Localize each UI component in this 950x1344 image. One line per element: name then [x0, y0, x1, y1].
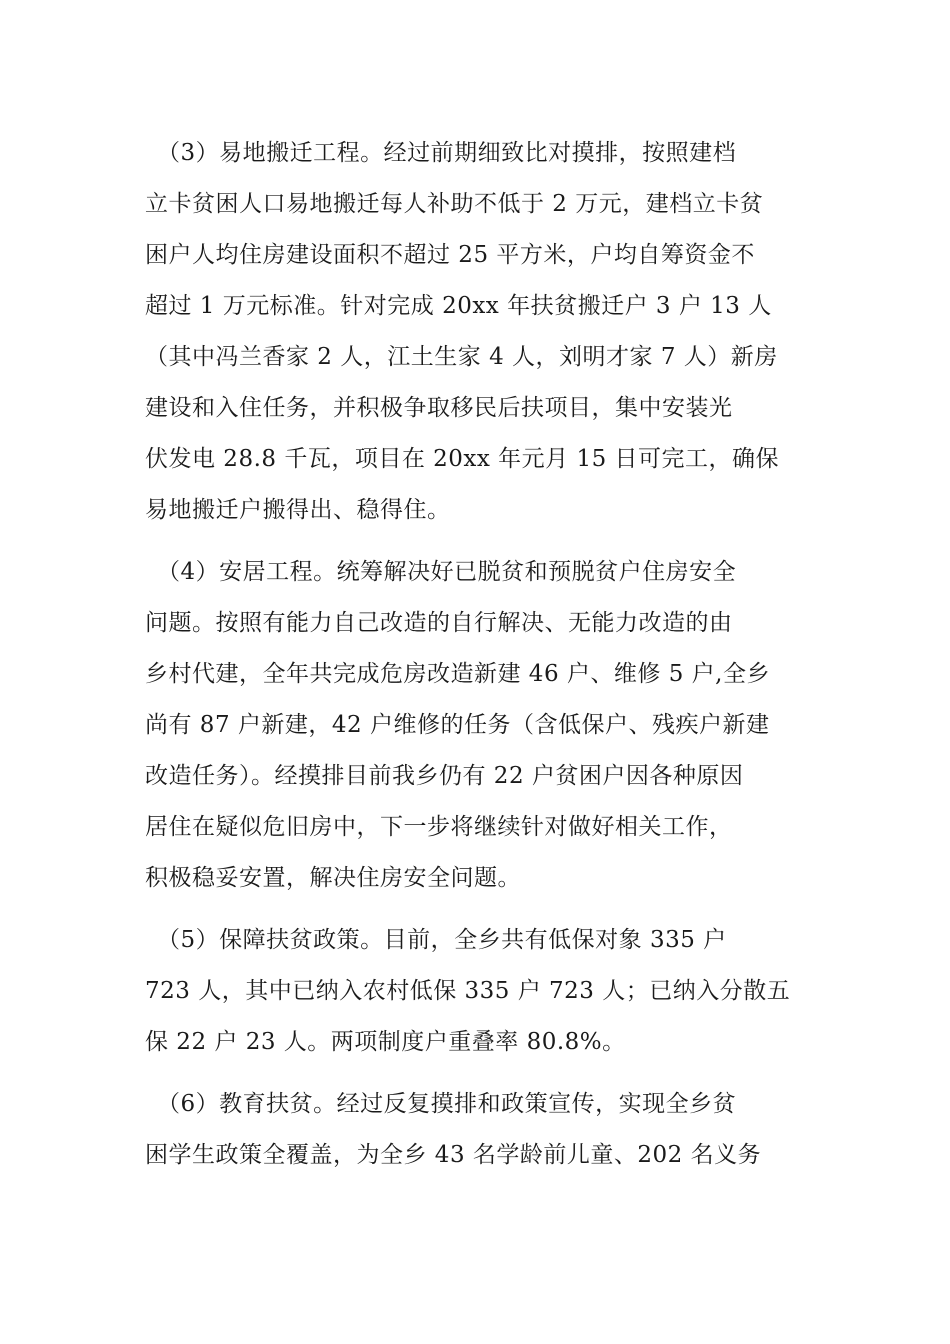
- text-line: 困户人均住房建设面积不超过 25 平方米，户均自筹资金不: [145, 242, 755, 268]
- text-line: （3）易地搬迁工程。经过前期细致比对摸排，按照建档: [145, 140, 737, 166]
- text-line: 建设和入住任务，并积极争取移民后扶项目，集中安装光: [145, 395, 733, 421]
- text-line: （6）教育扶贫。经过反复摸排和政策宣传，实现全乡贫: [145, 1091, 737, 1117]
- text-line: 乡村代建，全年共完成危房改造新建 46 户、维修 5 户,全乡: [145, 661, 770, 687]
- paragraph-housing: [145, 547, 805, 904]
- text-line: 居住在疑似危旧房中，下一步将继续针对做好相关工作，: [145, 814, 733, 840]
- paragraph-relocation: [145, 128, 805, 536]
- text-line: 问题。按照有能力自己改造的自行解决、无能力改造的由: [145, 610, 733, 636]
- text-line: 伏发电 28.8 千瓦，项目在 20xx 年元月 15 日可完工，确保: [145, 446, 780, 472]
- text-line: （5）保障扶贫政策。目前，全乡共有低保对象 335 户: [145, 927, 727, 953]
- text-line: 超过 1 万元标准。针对完成 20xx 年扶贫搬迁户 3 户 13 人: [145, 293, 772, 319]
- text-line: 保 22 户 23 人。两项制度户重叠率 80.8%。: [145, 1029, 626, 1055]
- text-line: 易地搬迁户搬得出、稳得住。: [145, 497, 451, 523]
- text-line: 立卡贫困人口易地搬迁每人补助不低于 2 万元，建档立卡贫: [145, 191, 764, 217]
- text-line: 723 人，其中已纳入农村低保 335 户 723 人；已纳入分散五: [145, 978, 791, 1004]
- paragraph-education: [145, 1079, 805, 1181]
- paragraph-security-policy: [145, 915, 805, 1068]
- text-line: 尚有 87 户新建，42 户维修的任务（含低保户、残疾户新建: [145, 712, 770, 738]
- text-line: （其中冯兰香家 2 人，江土生家 4 人，刘明才家 7 人）新房: [145, 344, 778, 370]
- text-line: （4）安居工程。统筹解决好已脱贫和预脱贫户住房安全: [145, 559, 737, 585]
- text-line: 积极稳妥安置，解决住房安全问题。: [145, 865, 521, 891]
- text-line: 改造任务）。经摸排目前我乡仍有 22 户贫困户因各种原因: [145, 763, 744, 789]
- text-line: 困学生政策全覆盖，为全乡 43 名学龄前儿童、202 名义务: [145, 1142, 762, 1168]
- document-body: [145, 128, 805, 1181]
